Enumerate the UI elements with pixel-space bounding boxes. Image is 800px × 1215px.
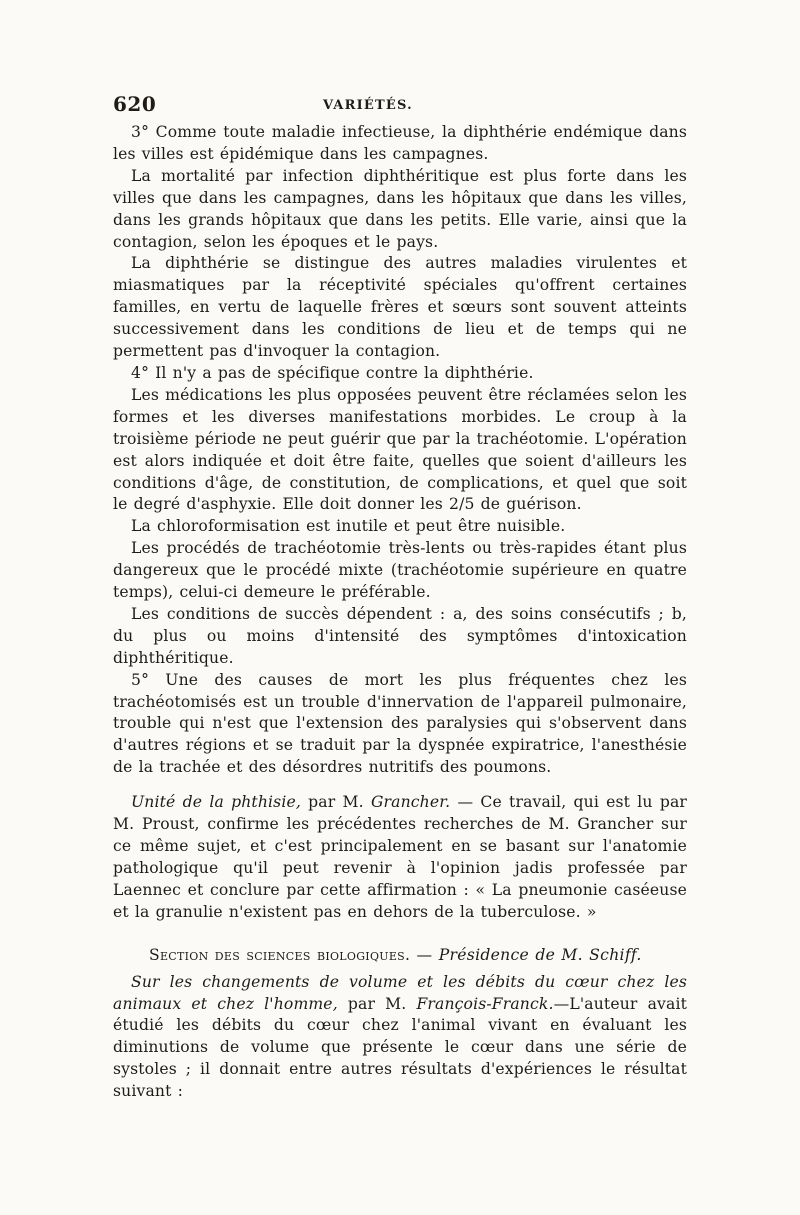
page-number: 620 (113, 92, 157, 116)
phthisie-author: Grancher. (370, 793, 451, 812)
section-presidence: Présidence de M. Schiff. (438, 945, 642, 964)
paragraph-conclusion-5: 5° Une des causes de mort les plus fréquentes chez les trachéotomisés est un trouble d'innervation de l'appareil pulmonaire, trouble qui n'est que l'extension des paralysies qui s'observent dans d'autres régions et se traduit par la dyspnée expiratrice, l'anesthésie de la trachée et des désordres nutritifs des poumons. (113, 670, 687, 777)
paragraph-success-conditions: Les conditions de succès dépendent : a, des soins consécutifs ; b, du plus ou moins d'intensité des symptômes d'intoxication diphthéritique. (113, 604, 687, 667)
phthisie-by: par M. (300, 793, 371, 812)
section-dash: — (410, 945, 439, 964)
paragraph-chloroform: La chloroformisation est inutile et peut être nuisible. (131, 517, 566, 536)
section-label: Section des sciences biologiques. (149, 945, 411, 964)
coeur-text: —L'auteur avait étudié les débits du cœur chez l'animal vivant en évaluant les diminutions de volume que présente le cœur dans une série de systoles ; il donnait entre autres résultats d'expériences le résultat suivant : (113, 994, 687, 1101)
phthisie-text: — Ce travail, qui est lu par M. Proust, confirme les précédentes recherches de M. Grancher sur ce même sujet, et c'est principalement en se basant sur l'anatomie pathologique qu'il peut revenir à l'opinion jadis professée par Laennec et conclure par cette affirmation : « La pneumonie caséeuse et la granulie n'existent pas en dehors de la tuberculose. » (113, 793, 688, 921)
coeur-by: par M. (337, 994, 417, 1013)
phthisie-title: Unité de la phthisie, (131, 793, 301, 812)
paragraph-receptivity: La diphthérie se distingue des autres maladies virulentes et miasmatiques par la réceptivité spéciales qu'offrent certaines familles, en vertu de laquelle frères et sœurs sont souvent atteints successivement dans les conditions de lieu et de temps qui ne permettent pas d'invoquer la contagion. (113, 254, 687, 361)
paragraph-phthisie (113, 792, 687, 923)
paragraph-mortality: La mortalité par infection diphthéritique est plus forte dans les villes que dans les campagnes, dans les hôpitaux que dans les villes, dans les grands hôpitaux que dans les petits. Elle varie, ainsi que la contagion, selon les époques et le pays. (113, 166, 687, 251)
running-title: VARIÉTÉS. (323, 98, 413, 113)
paragraph-conclusion-3: 3° Comme toute maladie infectieuse, la diphthérie endémique dans les villes est épidémique dans les campagnes. (113, 123, 687, 163)
paragraph-procedures: Les procédés de trachéotomie très-lents ou très-rapides étant plus dangereux que le procédé mixte (trachéotomie supérieure en quatre temps), celui-ci demeure le préférable. (113, 539, 687, 602)
section-heading (113, 944, 687, 966)
page-header (113, 92, 687, 122)
paragraph-coeur (113, 972, 687, 1103)
paragraph-conclusion-4: 4° Il n'y a pas de spécifique contre la diphthérie. (131, 363, 534, 382)
page (113, 92, 687, 1103)
coeur-author: François-Franck. (416, 994, 554, 1013)
paragraph-medications: Les médications les plus opposées peuvent être réclamées selon les formes et les diverses manifestations morbides. Le croup à la troisième période ne peut guérir que par la trachéotomie. L'opération est alors indiquée et doit être faite, quelles que soient d'ailleurs les conditions d'âge, de constitution, de complications, et quel que soit le degré d'asphyxie. Elle doit donner les 2/5 de guérison. (113, 385, 687, 514)
coeur-title: Sur les changements de volume et les débits du cœur chez les animaux et chez l'homme, (113, 972, 687, 1013)
